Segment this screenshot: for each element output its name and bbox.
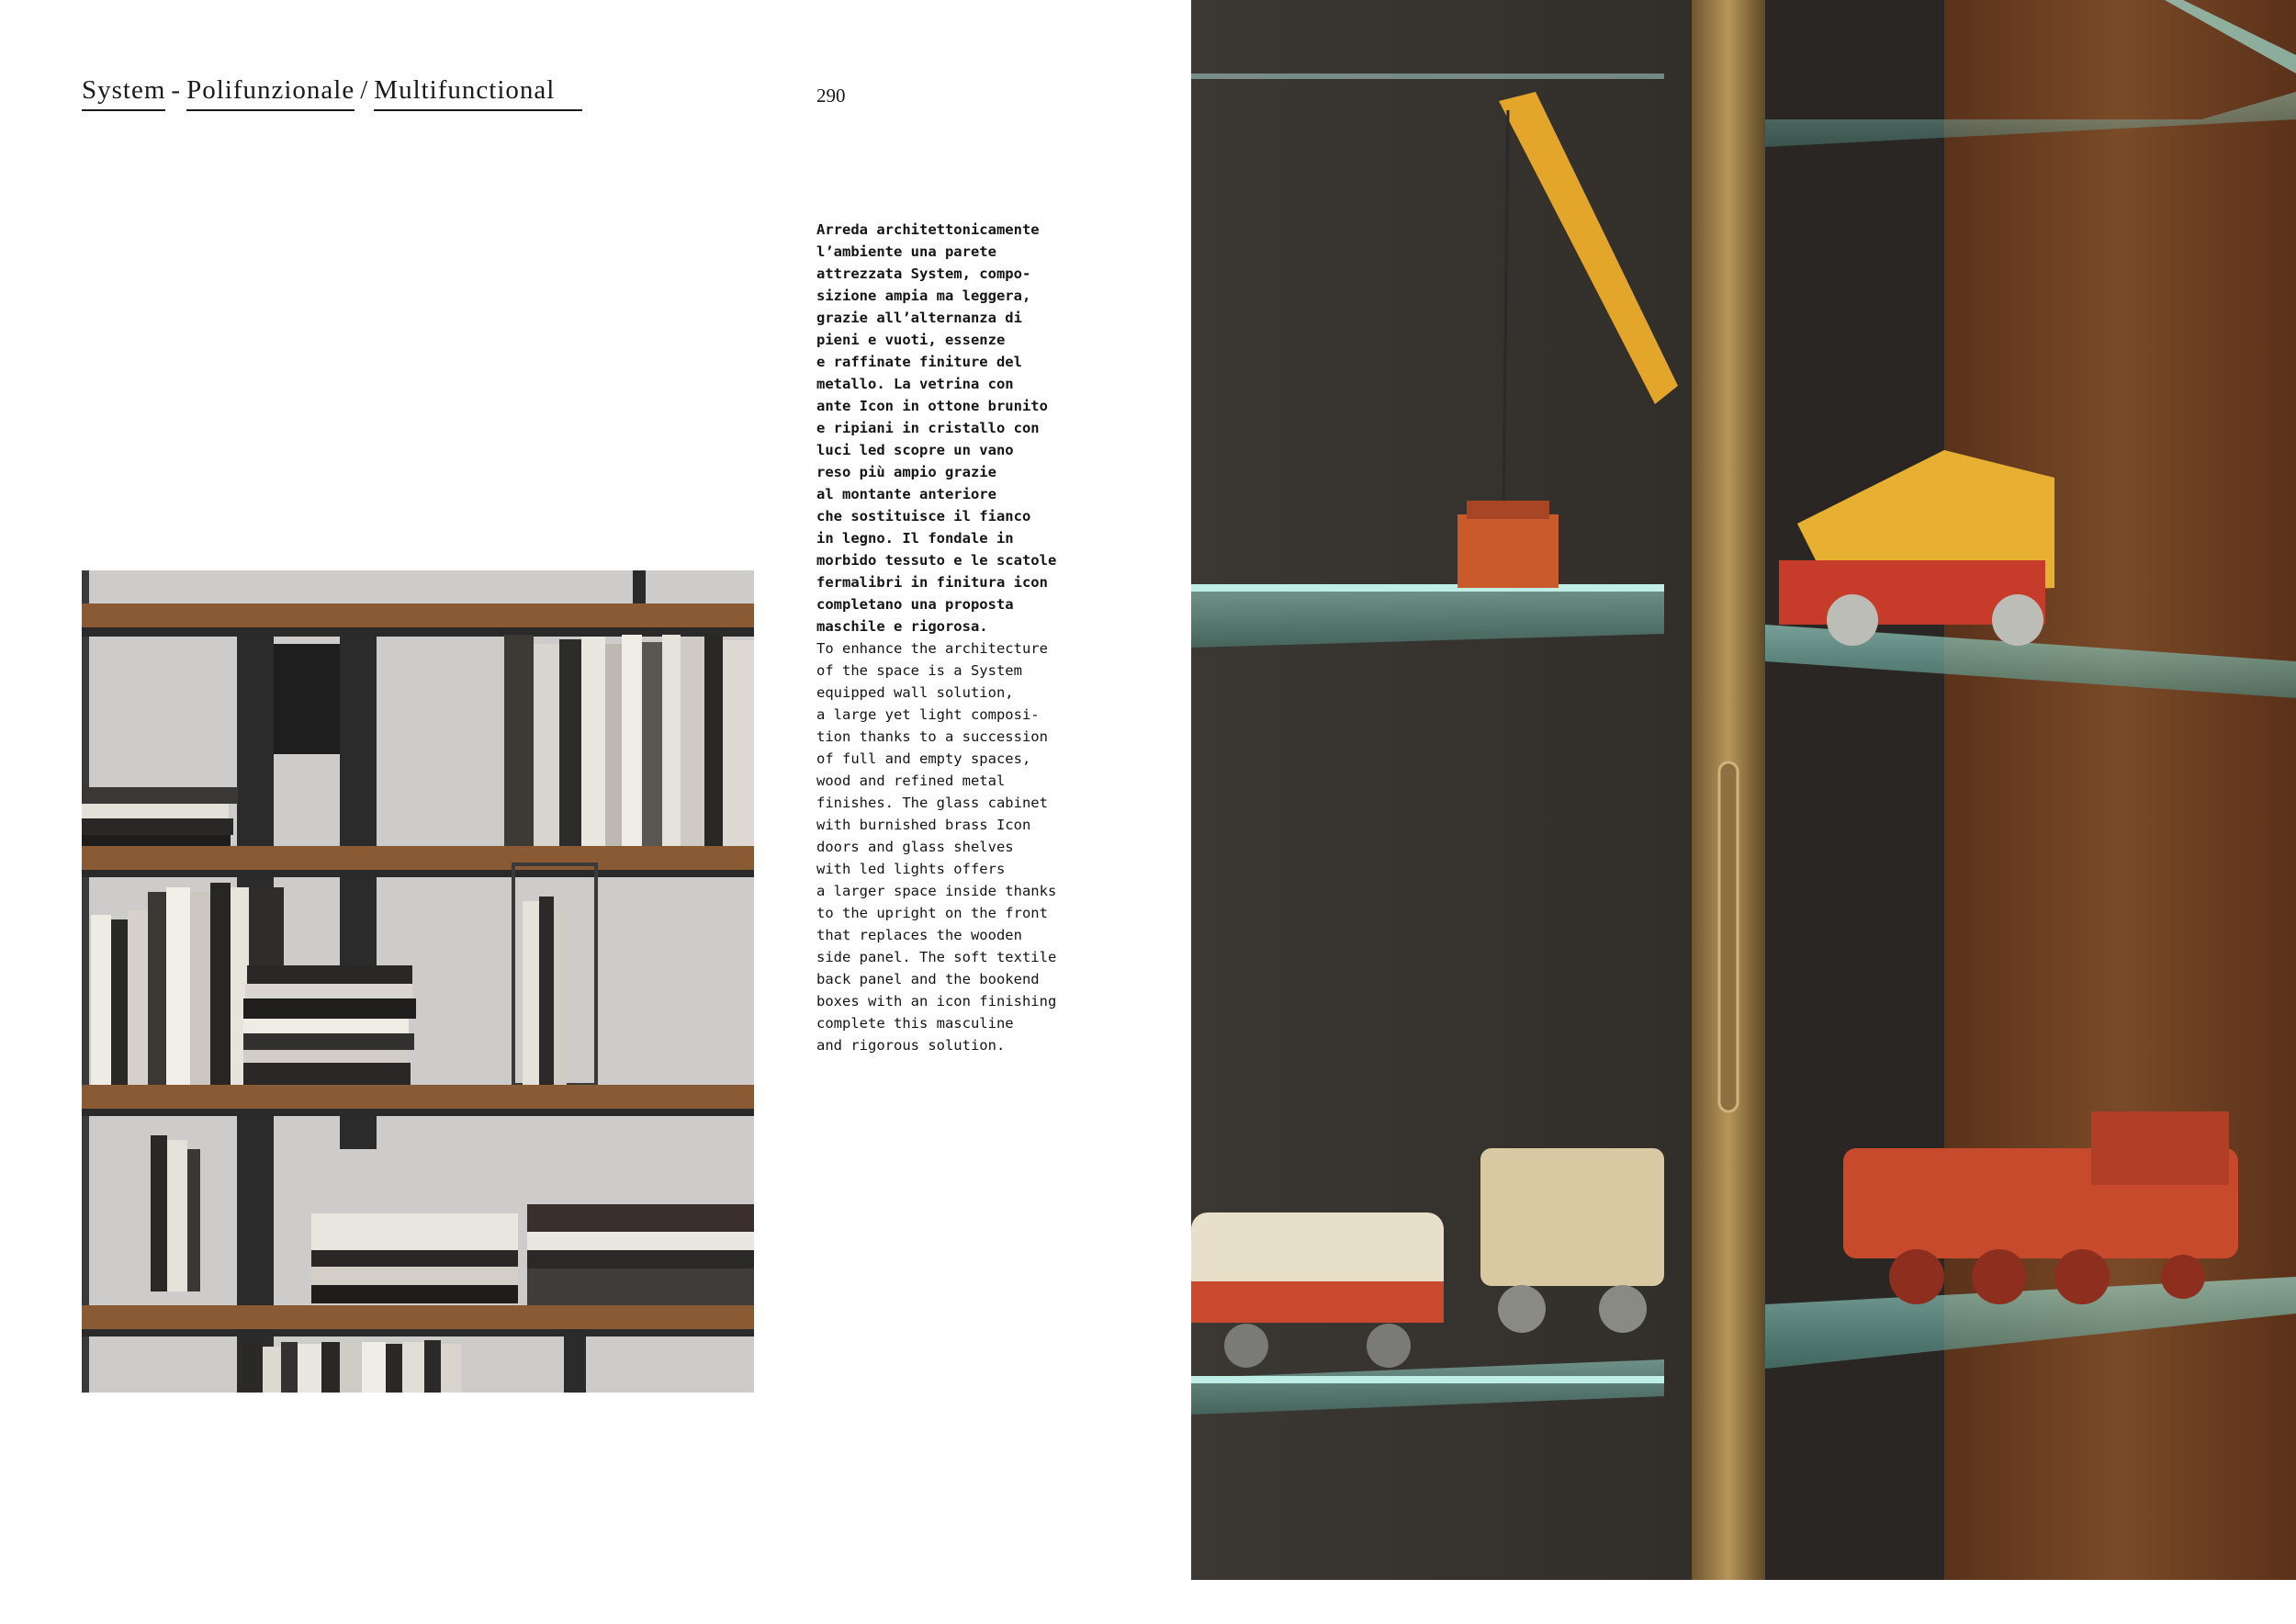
cabinet-illustration: [1191, 0, 2296, 1580]
body-english: To enhance the architecture of the space is a System equipped wall solution, a large yet light composi- tion thanks to a succession of full and empty spaces, wood and refined metal finishes. The glass cabinet with burnished brass Icon doors and glass shelves with led lights offers a larger space inside thanks to the upright on the front that replaces the wooden side panel. The soft textile back panel and the bookend boxes with an icon finishing complete this masculine and rigorous solution.: [816, 640, 1057, 1054]
section-header: [82, 75, 582, 112]
glass-cabinet-photo: [1191, 0, 2296, 1580]
header-system: System: [82, 75, 165, 111]
header-multifunctional: Multifunctional: [374, 75, 582, 111]
body-text: [816, 219, 1202, 1056]
header-separator-slash: /: [360, 75, 369, 105]
header-polifunzionale: Polifunzionale: [186, 75, 355, 111]
body-italian: Arreda architettonicamente l’ambiente una parete attrezzata System, compo- sizione ampia ma leggera, grazie all’alternanza di pieni e vuoti, essenze e raffinate finiture del metallo. La vetrina con ante Icon in ottone brunito e ripiani in cristallo con luci led scopre un vano reso più ampio grazie al montante anteriore che sostituisce il fianco in legno. Il fondale in morbido tessuto e le scatole fermalibri in finitura icon completano una proposta maschile e rigorosa.: [816, 221, 1057, 635]
header-separator-dash: -: [171, 75, 182, 105]
bookshelf-illustration: [82, 570, 754, 1393]
page-number: 290: [816, 85, 846, 107]
bookshelf-photo: [82, 570, 754, 1393]
